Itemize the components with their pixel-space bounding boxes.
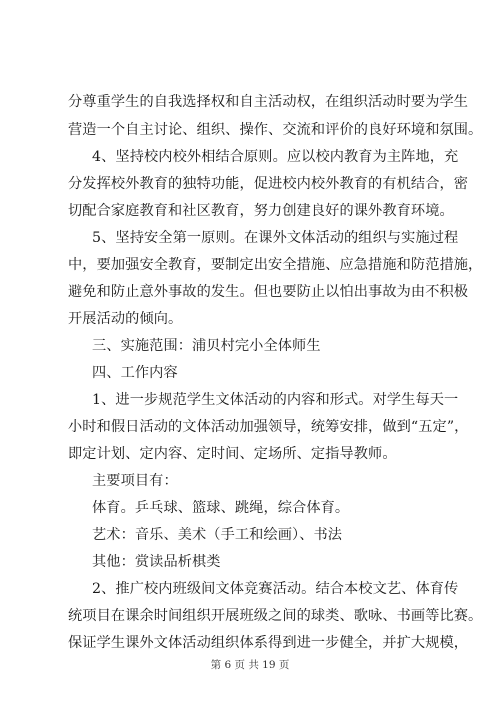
page-footer: 第 6 页 共 19 页 <box>210 659 290 671</box>
section-heading: 四、工作内容 <box>92 365 178 381</box>
list-item: 其他：赏读品析棋类 <box>92 554 221 570</box>
section-heading: 三、实施范围：浦贝村完小全体师生 <box>92 338 321 354</box>
paragraph-line: 2、推广校内班级间文体竞赛活动。结合本校文艺、体育传 <box>92 581 459 597</box>
paragraph-line: 小时和假日活动的文体活动加强领导，统筹安排，做到“五定”， <box>68 419 469 435</box>
list-heading: 主要项目有： <box>92 473 178 489</box>
paragraph-line: 5、坚持安全第一原则。在课外文体活动的组织与实施过程 <box>92 230 459 246</box>
list-item: 艺术：音乐、美术（手工和绘画）、书法 <box>92 527 343 543</box>
paragraph-line: 1、进一步规范学生文体活动的内容和形式。对学生每天一 <box>92 392 459 408</box>
paragraph-line: 统项目在课余时间组织开展班级之间的球类、歌咏、书画等比赛。 <box>68 608 483 624</box>
paragraph-line: 切配合家庭教育和社区教育，努力创建良好的课外教育环境。 <box>68 203 454 219</box>
paragraph-line: 分尊重学生的自我选择权和自主活动权，在组织活动时要为学生 <box>68 94 469 110</box>
list-item: 体育。乒乓球、篮球、跳绳，综合体育。 <box>92 500 350 516</box>
paragraph-line: 避免和防止意外事故的发生。但也要防止以怕出事故为由不积极 <box>68 284 469 300</box>
paragraph-line: 保证学生课外文体活动组织体系得到进一步健全，并扩大规模， <box>68 635 469 651</box>
paragraph-line: 即定计划、定内容、定时间、定场所、定指导教师。 <box>68 446 397 462</box>
paragraph-line: 开展活动的倾向。 <box>68 311 183 327</box>
paragraph-line: 分发挥校外教育的独特功能，促进校内校外教育的有机结合，密 <box>68 176 469 192</box>
paragraph-line: 营造一个自主讨论、组织、操作、交流和评价的良好环境和氛围。 <box>68 122 483 138</box>
paragraph-line: 4、坚持校内校外相结合原则。应以校内教育为主阵地，充 <box>92 149 459 165</box>
paragraph-line: 中，要加强安全教育，要制定出安全措施、应急措施和防范措施， <box>68 257 483 273</box>
